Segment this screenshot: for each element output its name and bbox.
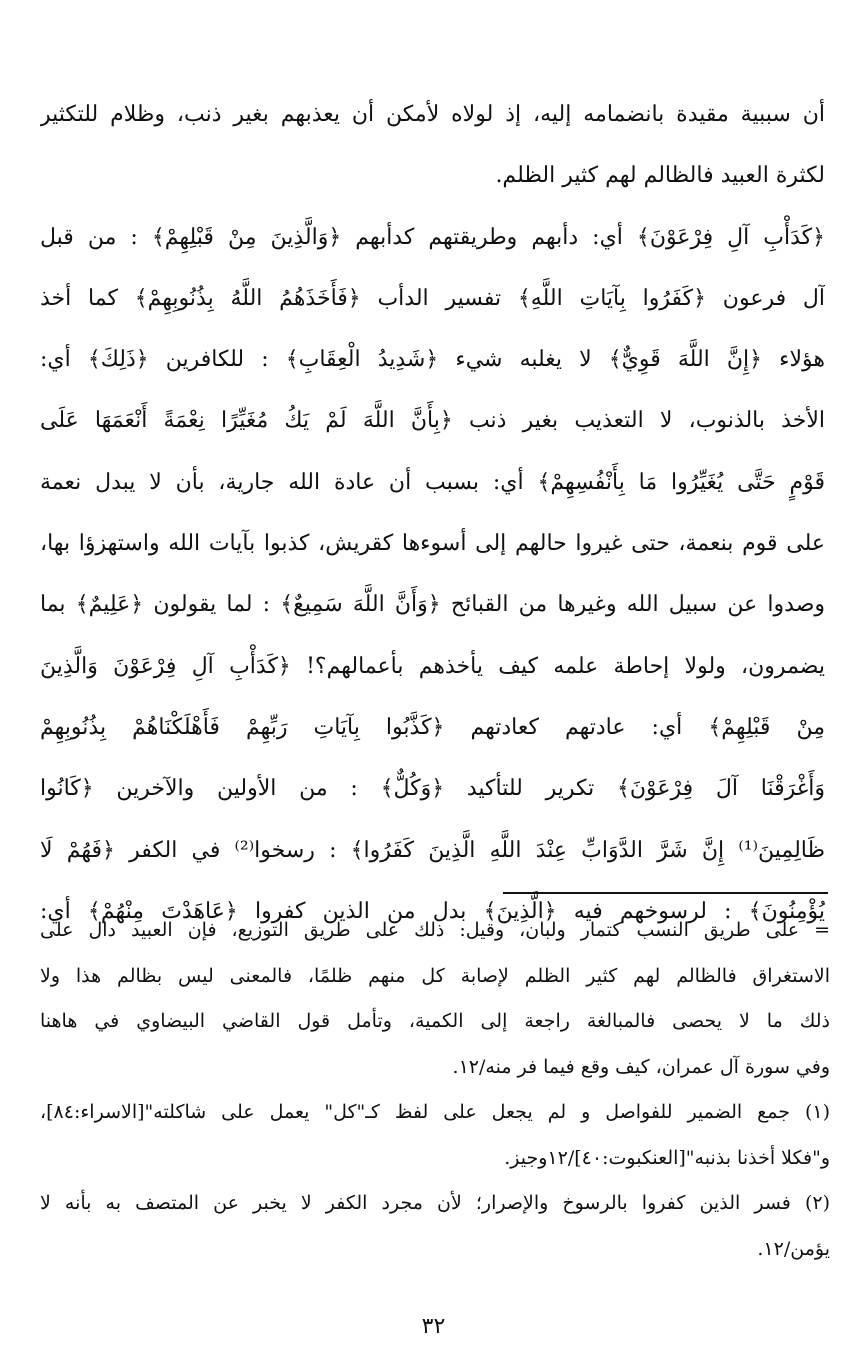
footnotes-section [40, 908, 830, 1272]
footnote-2-line-2: يؤمن/١٢. [757, 1237, 830, 1260]
body-line-5: هؤلاء ﴿إِنَّ اللَّهَ قَوِيٌّ﴾ لا يغلبه شيء ﴿شَدِيدُ الْعِقَابِ﴾ : للكافرين ﴿ذَلِكَ﴾ أي: [40, 347, 825, 373]
footnote-1-line-1: (١) جمع الضمير للفواصل و لم يجعل على لفظ كـ"كل" يعمل على شاكلته"[الاسراء:٨٤]، [40, 1101, 830, 1123]
footnote-2-line-1: (٢) فسر الذين كفروا بالرسوخ والإصرار؛ لأن مجرد الكفر لا يخبر عن المتصف به بأنه لا [40, 1192, 830, 1214]
footnote-line-2: الاستغراق فالظالم لهم كثير الظلم لإصابة كل منهم ظلمًا، فالمعنى ليس بظالم هذا ولا [40, 964, 830, 987]
main-body-text [40, 84, 825, 942]
body-line-2: لكثرة العبيد فالظالم لهم كثير الظلم. [495, 163, 825, 189]
footnote-1-line-2: و"فكلا أخذنا بذنبه"[العنكبوت:٤٠]/١٢وجيز. [504, 1146, 830, 1169]
page-number: ٣٢ [421, 1314, 446, 1339]
body-line-12: وَأَغْرَقْنَا آلَ فِرْعَوْنَ﴾ تكرير للتأكيد ﴿وَكُلٌّ﴾ : من الأولين والآخرين ﴿كَانُوا [40, 776, 825, 802]
footnote-line-3: ذلك ما لا يحصى فالمبالغة راجعة إلى الكمية، وتأمل قول القاضي البيضاوي في هاهنا [40, 1010, 830, 1032]
body-line-11: مِنْ قَبْلِهِمْ﴾ أي: عادتهم كعادتهم ﴿كَذَّبُوا بِآيَاتِ رَبِّهِمْ فَأَهْلَكْنَاهُمْ بِذُنُوبِهِمْ [40, 714, 825, 740]
body-line-4: آل فرعون ﴿كَفَرُوا بِآيَاتِ اللَّهِ﴾ تفسير الدأب ﴿فَأَخَذَهُمُ اللَّهُ بِذُنُوبِهِمْ﴾ كما أخذ [40, 285, 825, 311]
footnote-line-1: = على طريق النسب كتمار ولبان، وقيل: ذلك على طريق التوزيع، فإن العبيد دال على [40, 919, 830, 941]
body-line-14: يُؤْمِنُونَ﴾ : لرسوخهم فيه ﴿الَّذِينَ﴾ بدل من الذين كفروا ﴿عَاهَدْتَ مِنْهُمْ﴾ أي: [40, 898, 825, 924]
body-line-8: على قوم بنعمة، حتى غيروا حالهم إلى أسوءها كقريش، كذبوا بآيات الله واستهزؤا بها، [40, 531, 825, 557]
body-line-6: الأخذ بالذنوب، لا التعذيب بغير ذنب ﴿بِأَنَّ اللَّهَ لَمْ يَكُ مُغَيِّرًا نِعْمَةً أَنْعَمَهَا عَلَى [40, 408, 825, 434]
body-line-7: قَوْمٍ حَتَّى يُغَيِّرُوا مَا بِأَنْفُسِهِمْ﴾ أي: بسبب أن عادة الله جارية، بأن لا يبدل نعمة [40, 469, 825, 495]
body-line-10: يضمرون، ولولا إحاطة علمه كيف يأخذهم بأعمالهم؟! ﴿كَدَأْبِ آلِ فِرْعَوْنَ وَالَّذِينَ [40, 653, 825, 679]
footnote-divider [503, 892, 828, 894]
body-line-3: ﴿كَدَأْبِ آلِ فِرْعَوْنَ﴾ أي: دأبهم وطريقتهم كدأبهم ﴿وَالَّذِينَ مِنْ قَبْلِهِمْ﴾ : من قبل [40, 224, 825, 250]
body-line-9: وصدوا عن سبيل الله وغيرها من القبائح ﴿وَأَنَّ اللَّهَ سَمِيعٌ﴾ : لما يقولون ﴿عَلِيمٌ﴾ بما [40, 592, 825, 618]
body-line-1: أن سببية مقيدة بانضمامه إليه، إذ لولاه لأمكن أن يعذبهم بغير ذنب، وظلام للتكثير [40, 102, 825, 127]
body-line-13: ظَالِمِينَ⁽¹⁾ إِنَّ شَرَّ الدَّوَابِّ عِنْدَ اللَّهِ الَّذِينَ كَفَرُوا﴾ : رسخوا⁽²⁾ في الكفر ﴿فَهُمْ لَا [40, 837, 825, 863]
footnote-line-4: وفي سورة آل عمران، كيف وقع فيما فر منه/١٢. [452, 1055, 830, 1078]
